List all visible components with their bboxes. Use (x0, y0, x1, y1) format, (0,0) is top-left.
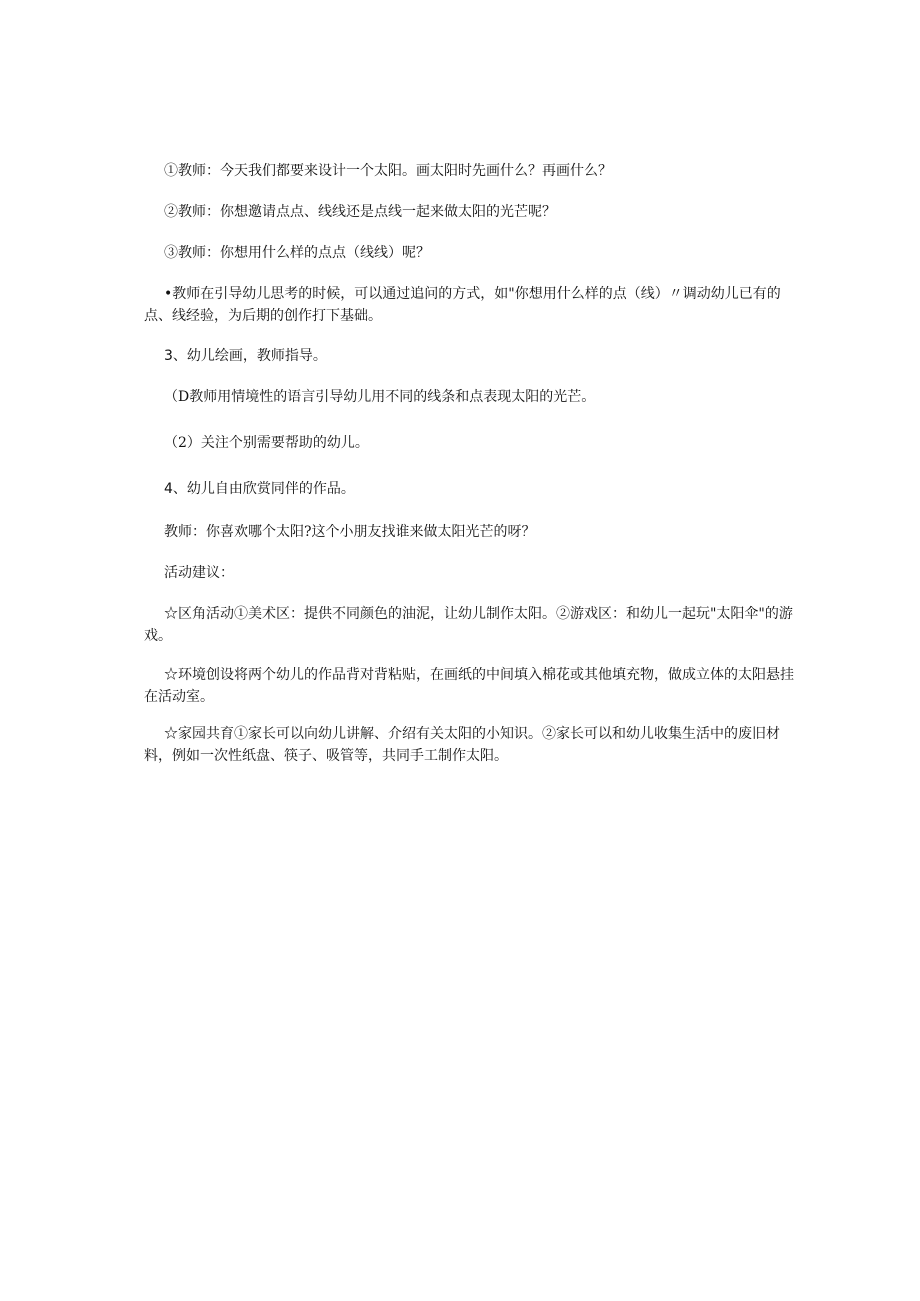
guidance-note: •教师在引导幼儿思考的时候，可以通过追问的方式，如"你想用什么样的点（线）〃调动幼儿已有的点、线经验，为后期的创作打下基础。 (144, 286, 781, 324)
suggestion-environment: ☆环境创设将两个幼儿的作品背对背粘贴，在画纸的中间填入棉花或其他填充物，做成立体的太阳悬挂在活动室。 (144, 667, 794, 705)
teacher-question-3: ③教师：你想用什么样的点点（线线）呢？ (164, 245, 430, 261)
activity-suggestions-heading: 活动建议： (164, 565, 234, 581)
teacher-question-1: ①教师：今天我们都要来设计一个太阳。画太阳时先画什么？再画什么？ (164, 163, 612, 179)
step-3-heading: 3、幼儿绘画，教师指导。 (164, 348, 327, 364)
teacher-question-4: 教师：你喜欢哪个太阳?这个小朋友找谁来做太阳光芒的呀？ (164, 524, 536, 540)
teacher-question-2: ②教师：你想邀请点点、线线还是点线一起来做太阳的光芒呢？ (164, 204, 556, 220)
suggestion-corner-activity: ☆区角活动①美术区：提供不同颜色的油泥，让幼儿制作太阳。②游戏区：和幼儿一起玩"太阳伞"的游戏。 (144, 606, 793, 644)
step-3-item-1: （D教师用情境性的语言引导幼儿用不同的线条和点表现太阳的光芒。 (164, 389, 596, 405)
step-3-item-2: （2）关注个别需要帮助的幼儿。 (164, 435, 369, 451)
suggestion-home-school: ☆家园共育①家长可以向幼儿讲解、介绍有关太阳的小知识。②家长可以和幼儿收集生活中的废旧材料，例如一次性纸盘、筷子、吸管等，共同手工制作太阳。 (144, 726, 780, 764)
step-4-heading: 4、幼儿自由欣赏同伴的作品。 (164, 481, 355, 497)
